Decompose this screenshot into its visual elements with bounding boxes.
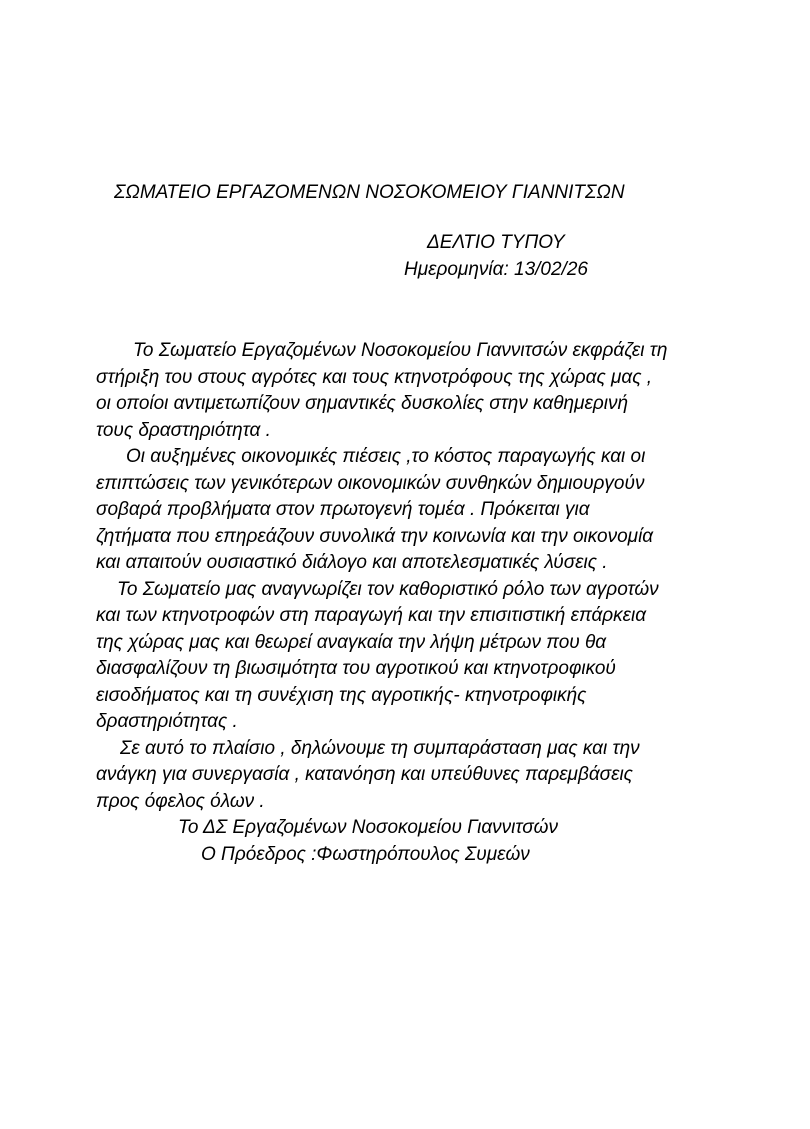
press-release-title: ΔΕΛΤΙΟ ΤΥΠΟΥ [427,232,565,253]
body-line: σοβαρά προβλήματα στον πρωτογενή τομέα . Πρόκειται για [96,499,590,520]
body-line: και απαιτούν ουσιαστικό διάλογο και αποτελεσματικές λύσεις . [96,552,608,573]
body-line: δραστηριότητας . [96,711,238,732]
body-line: Το Σωματείο Εργαζομένων Νοσοκομείου Γιαννιτσών εκφράζει τη [133,340,668,361]
body-line: εισοδήματος και τη συνέχιση της αγροτικής- κτηνοτροφικής [96,684,587,706]
body-line: τους δραστηριότητα . [96,419,271,441]
body-line: Σε αυτό το πλαίσιο , δηλώνουμε τη συμπαράσταση μας και την [120,737,640,759]
body-line: στήριξη του στους αγρότες και τους κτηνοτρόφους της χώρας μας , [96,366,653,388]
body-line: ανάγκη για συνεργασία , κατανόηση και υπεύθυνες παρεμβάσεις [96,764,633,785]
signature-board: Το ΔΣ Εργαζομένων Νοσοκομείου Γιαννιτσών [178,817,558,838]
body-line: της χώρας μας και θεωρεί αναγκαία την λήψη μέτρων που θα [96,631,607,653]
body-line: επιπτώσεις των γενικότερων οικονομικών συνθηκών δημιουργούν [96,472,645,494]
body-line: προς όφελος όλων . [96,790,265,812]
body-line: Οι αυξημένες οικονομικές πιέσεις ,το κόστος παραγωγής και οι [126,446,646,467]
body-line: ζητήματα που επηρεάζουν συνολικά την κοινωνία και την οικονομία [96,525,654,547]
press-release-body [96,338,667,868]
release-date: Ημερομηνία: 13/02/26 [404,259,588,280]
organization-header: ΣΩΜΑΤΕΙΟ ΕΡΓΑΖΟΜΕΝΩΝ ΝΟΣΟΚΟΜΕΙΟΥ ΓΙΑΝΝΙΤΣΩΝ [114,182,625,203]
body-line: διασφαλίζουν τη βιωσιμότητα του αγροτικού και κτηνοτροφικού [96,658,616,679]
signature-president: Ο Πρόεδρος :Φωστηρόπουλος Συμεών [201,843,530,865]
body-line: Το Σωματείο μας αναγνωρίζει τον καθοριστικό ρόλο των αγροτών [117,578,659,600]
body-line: και των κτηνοτροφών στη παραγωγή και την επισιτιστική επάρκεια [96,605,647,626]
body-line: οι οποίοι αντιμετωπίζουν σημαντικές δυσκολίες στην καθημερινή [96,393,628,414]
